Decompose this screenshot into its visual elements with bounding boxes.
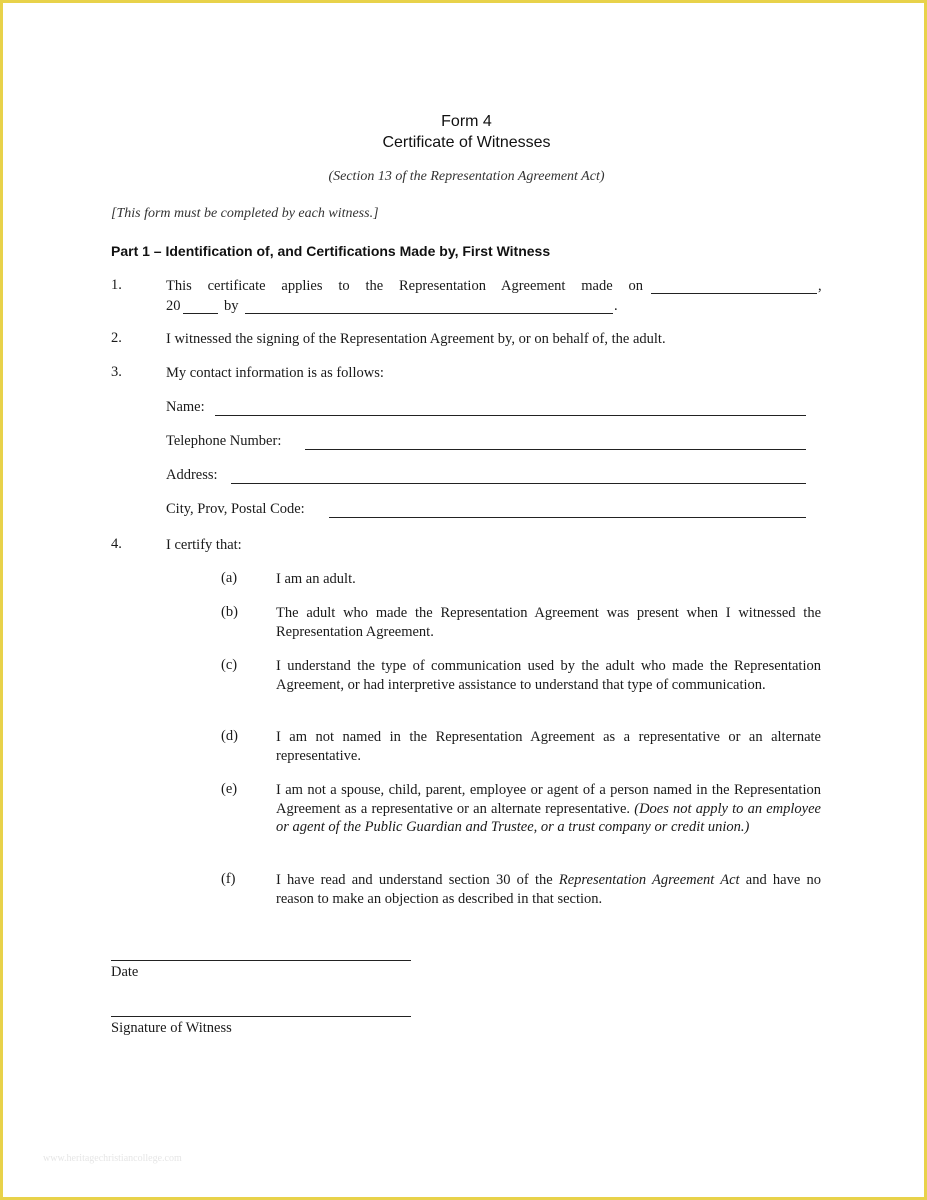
item-1-by: by xyxy=(224,298,239,314)
item-4b-text: The adult who made the Representation Agreement was present when I witnessed the Representation Agreement. xyxy=(276,605,821,640)
date-signature-line[interactable] xyxy=(111,960,411,961)
telephone-label: Telephone Number: xyxy=(166,433,282,449)
item-4f-text xyxy=(276,871,821,908)
item-4-text: I certify that: xyxy=(166,537,242,553)
item-4d-letter: (d) xyxy=(221,728,238,744)
section-reference: (Section 13 of the Representation Agreement Act) xyxy=(328,169,605,184)
item-3-number: 3. xyxy=(111,364,122,380)
witness-signature-label: Signature of Witness xyxy=(111,1020,232,1036)
item-4c-letter: (c) xyxy=(221,657,238,673)
address-label: Address: xyxy=(166,467,218,483)
item-4f-letter: (f) xyxy=(221,871,236,887)
item-4e-letter: (e) xyxy=(221,781,238,797)
item-1-text: This certificate applies to the Representation Agreement made on xyxy=(166,278,643,294)
item-2-number: 2. xyxy=(111,330,122,346)
item-4b-letter: (b) xyxy=(221,604,238,620)
date-label: Date xyxy=(111,964,139,980)
item-1-period: . xyxy=(614,298,618,314)
city-label: City, Prov, Postal Code: xyxy=(166,501,305,517)
name-label: Name: xyxy=(166,399,205,415)
item-1-number: 1. xyxy=(111,277,122,293)
item-3-text: My contact information is as follows: xyxy=(166,365,384,381)
item-4-number: 4. xyxy=(111,536,122,552)
agreement-date-field[interactable] xyxy=(651,293,817,294)
telephone-field[interactable] xyxy=(305,449,806,450)
watermark-text: www.heritagechristiancollege.com xyxy=(43,1153,182,1164)
item-4a-letter: (a) xyxy=(221,570,238,586)
part-1-heading: Part 1 – Identification of, and Certifications Made by, First Witness xyxy=(111,243,551,259)
item-4e-note: (Does not apply to an employee or agent of the Public Guardian and Trustee, or a trust company or credit union.) xyxy=(276,800,821,835)
item-4c-text: I understand the type of communication used by the adult who made the Representation Agreement, or had interpretive assistance to understand that type of communication. xyxy=(276,658,821,693)
page-title: Certificate of Witnesses xyxy=(382,134,551,151)
agreement-adult-name-field[interactable] xyxy=(245,313,613,314)
item-4f-before: I have read and understand section 30 of the xyxy=(276,872,553,888)
form-number: Form 4 xyxy=(441,113,492,130)
item-2-text: I witnessed the signing of the Representation Agreement by, or on behalf of, the adult. xyxy=(166,331,666,347)
item-4f-act-name: Representation Agreement Act xyxy=(558,872,740,888)
instruction-text: [This form must be completed by each witness.] xyxy=(111,206,379,221)
name-field[interactable] xyxy=(215,415,806,416)
item-4e-main: I am not a spouse, child, parent, employee or agent of a person named in the Representation Agreement as a representative or an alternate representative. xyxy=(276,782,821,817)
city-field[interactable] xyxy=(329,517,806,518)
item-1-year-prefix: 20 xyxy=(166,298,181,314)
item-4a-text: I am an adult. xyxy=(276,571,356,587)
agreement-year-field[interactable] xyxy=(183,313,218,314)
witness-signature-line[interactable] xyxy=(111,1016,411,1017)
item-1-comma: , xyxy=(818,278,822,294)
item-4d-text: I am not named in the Representation Agreement as a representative or an alternate representative. xyxy=(276,729,821,764)
address-field[interactable] xyxy=(231,483,806,484)
item-4f-after: and have no reason to make an objection as described in that section. xyxy=(276,872,822,907)
item-4e-text xyxy=(276,781,821,837)
